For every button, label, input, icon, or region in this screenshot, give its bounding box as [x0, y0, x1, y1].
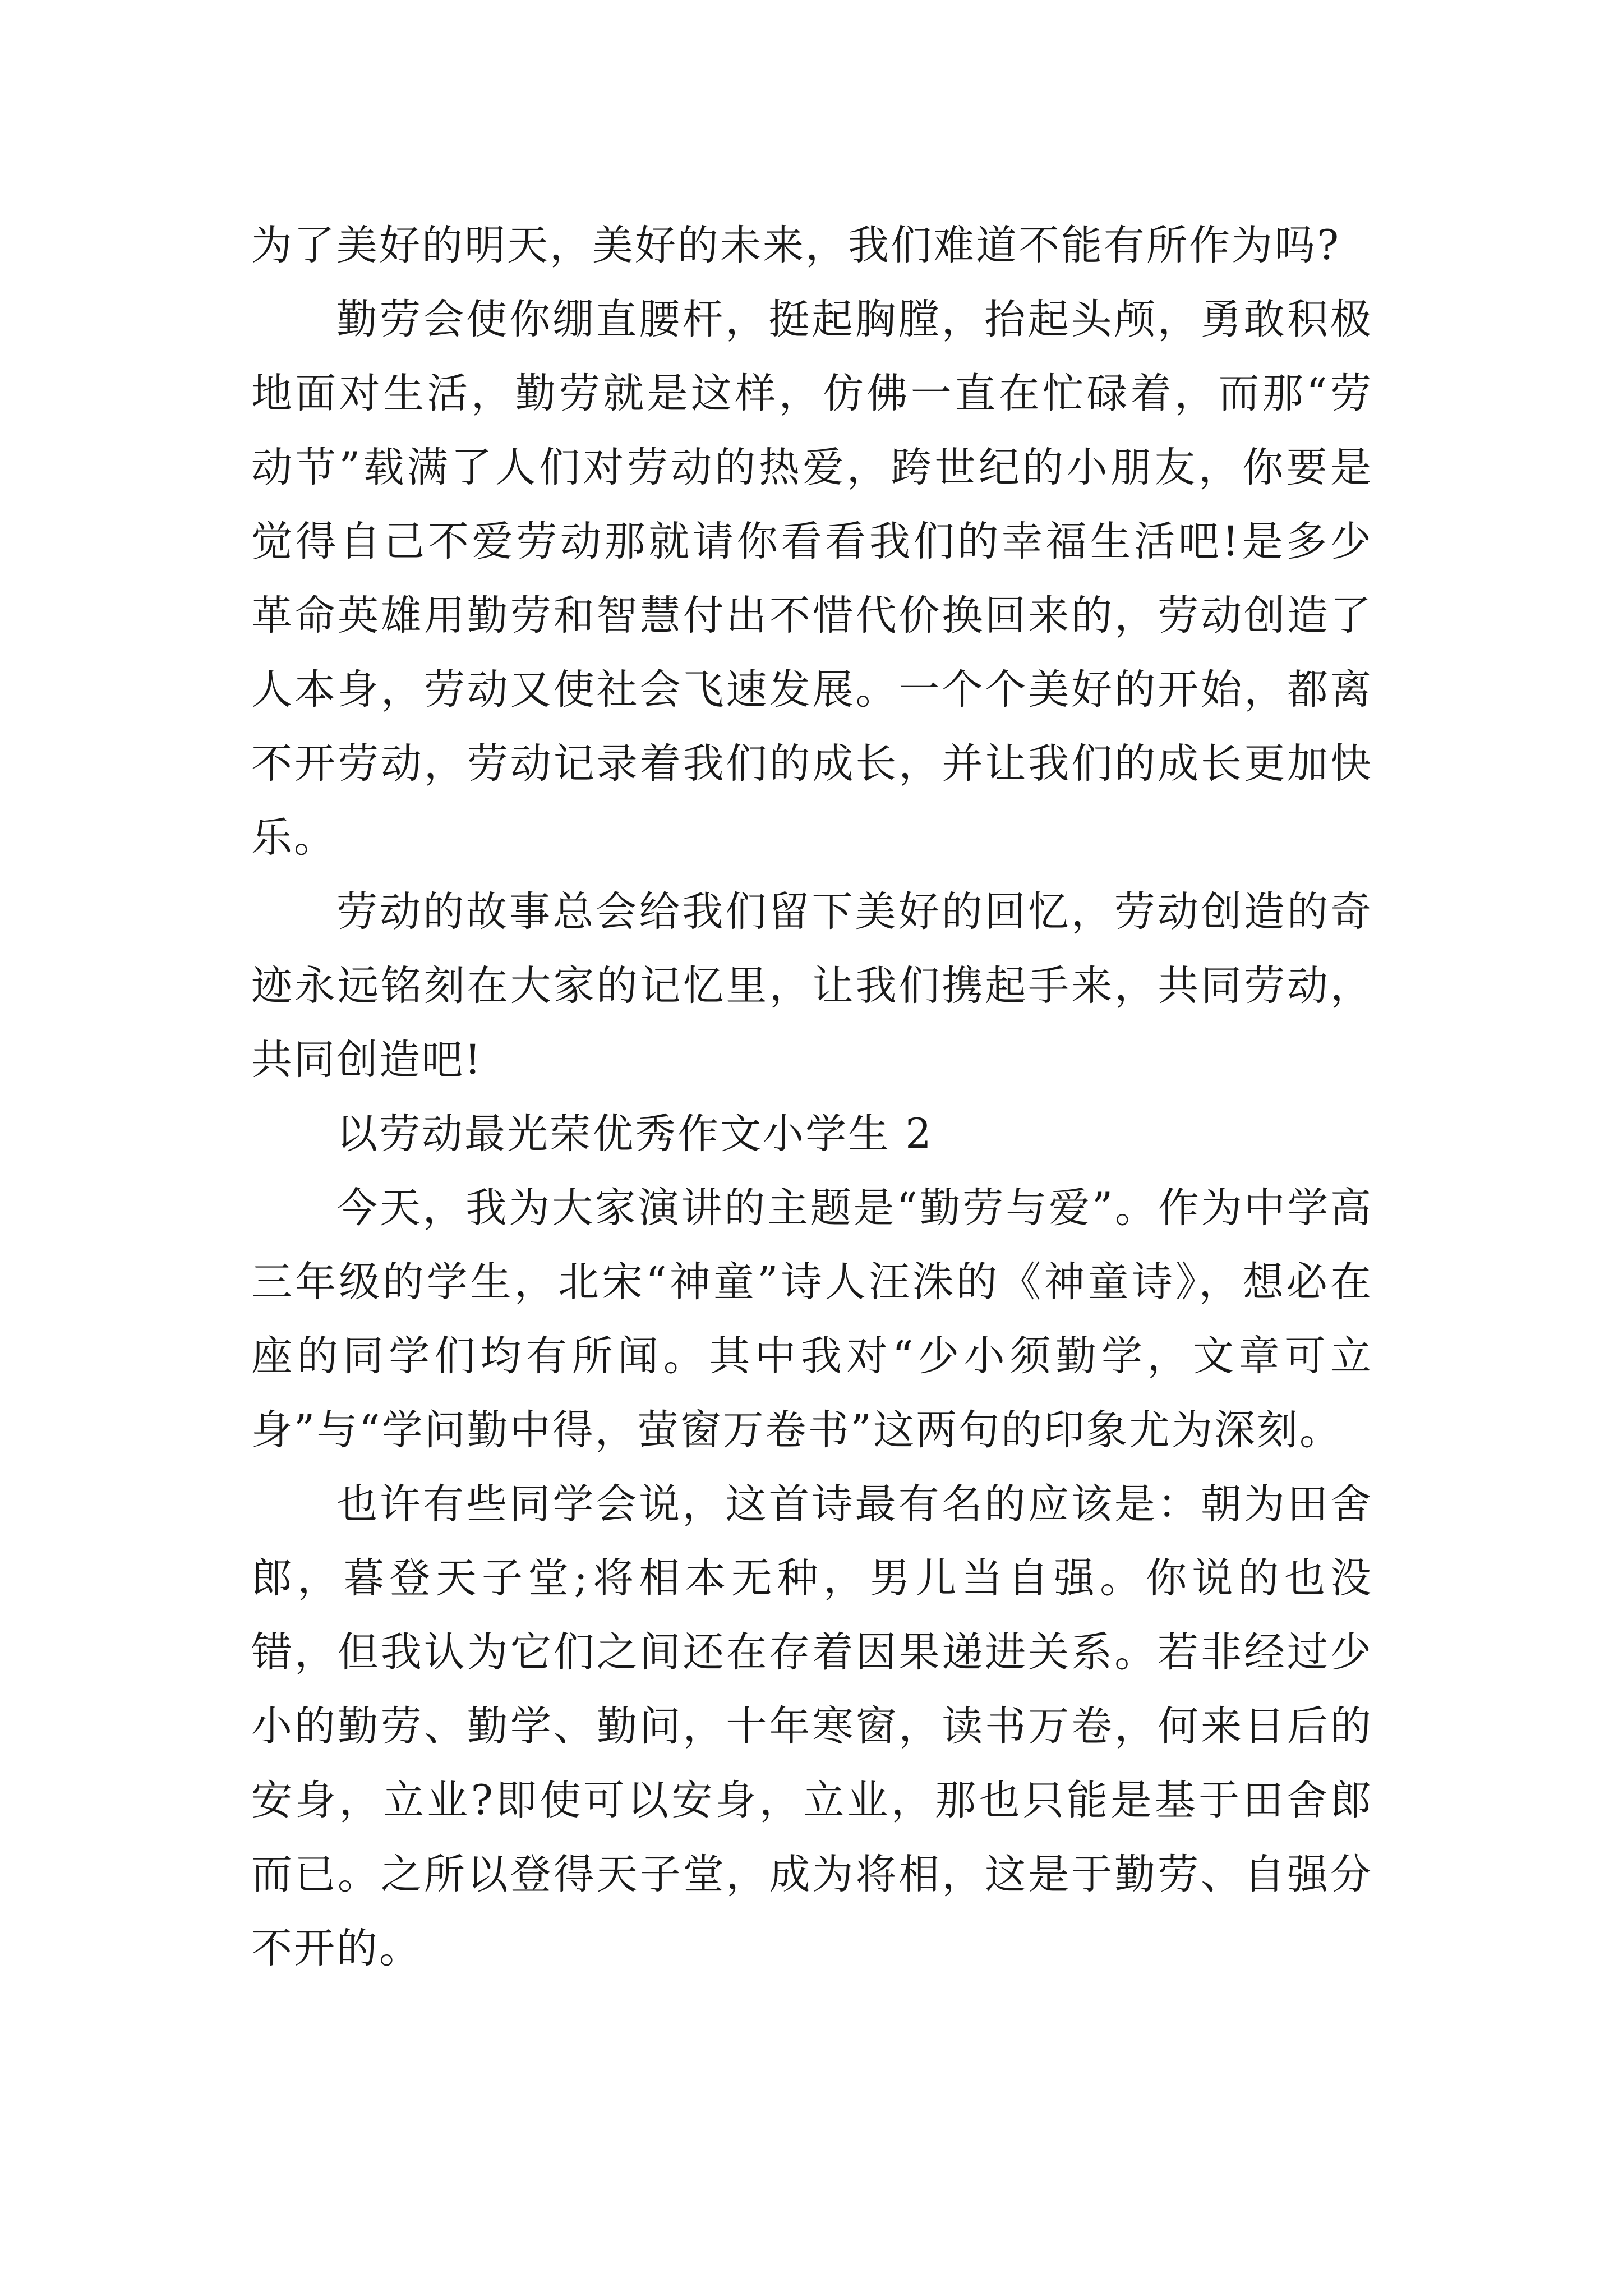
document-body: [251, 209, 1373, 1986]
section-heading: 以劳动最光荣优秀作文小学生 2: [336, 1110, 933, 1158]
paragraph-3: 劳动的故事总会给我们留下美好的回忆，劳动创造的奇迹永远铭刻在大家的记忆里，让我们携起手来，共同劳动，共同创造吧!: [251, 888, 1373, 1084]
paragraph-5: 也许有些同学会说，这首诗最有名的应该是：朝为田舍郎，暮登天子堂;将相本无种，男儿当自强。你说的也没错，但我认为它们之间还在存着因果递进关系。若非经过少小的勤劳、勤学、勤问，十年寒窗，读书万卷，何来日后的安身，立业?即使可以安身，立业，那也只能是基于田舍郎而已。之所以登得天子堂，成为将相，这是于勤劳、自强分不开的。: [251, 1480, 1373, 1972]
paragraph-1: 为了美好的明天，美好的未来，我们难道不能有所作为吗?: [251, 222, 1341, 269]
paragraph-2: 勤劳会使你绷直腰杆，挺起胸膛，抬起头颅，勇敢积极地面对生活，勤劳就是这样，仿佛一直在忙碌着，而那“劳动节”载满了人们对劳动的热爱，跨世纪的小朋友，你要是觉得自己不爱劳动那就请你看看我们的幸福生活吧!是多少革命英雄用勤劳和智慧付出不惜代价换回来的，劳动创造了人本身，劳动又使社会飞速发展。一个个美好的开始，都离不开劳动，劳动记录着我们的成长，并让我们的成长更加快乐。: [251, 296, 1373, 862]
paragraph-4: 今天，我为大家演讲的主题是“勤劳与爱”。作为中学高三年级的学生，北宋“神童”诗人汪洙的《神童诗》，想必在座的同学们均有所闻。其中我对“少小须勤学，文章可立身”与“学问勤中得，萤窗万卷书”这两句的印象尤为深刻。: [251, 1184, 1373, 1454]
